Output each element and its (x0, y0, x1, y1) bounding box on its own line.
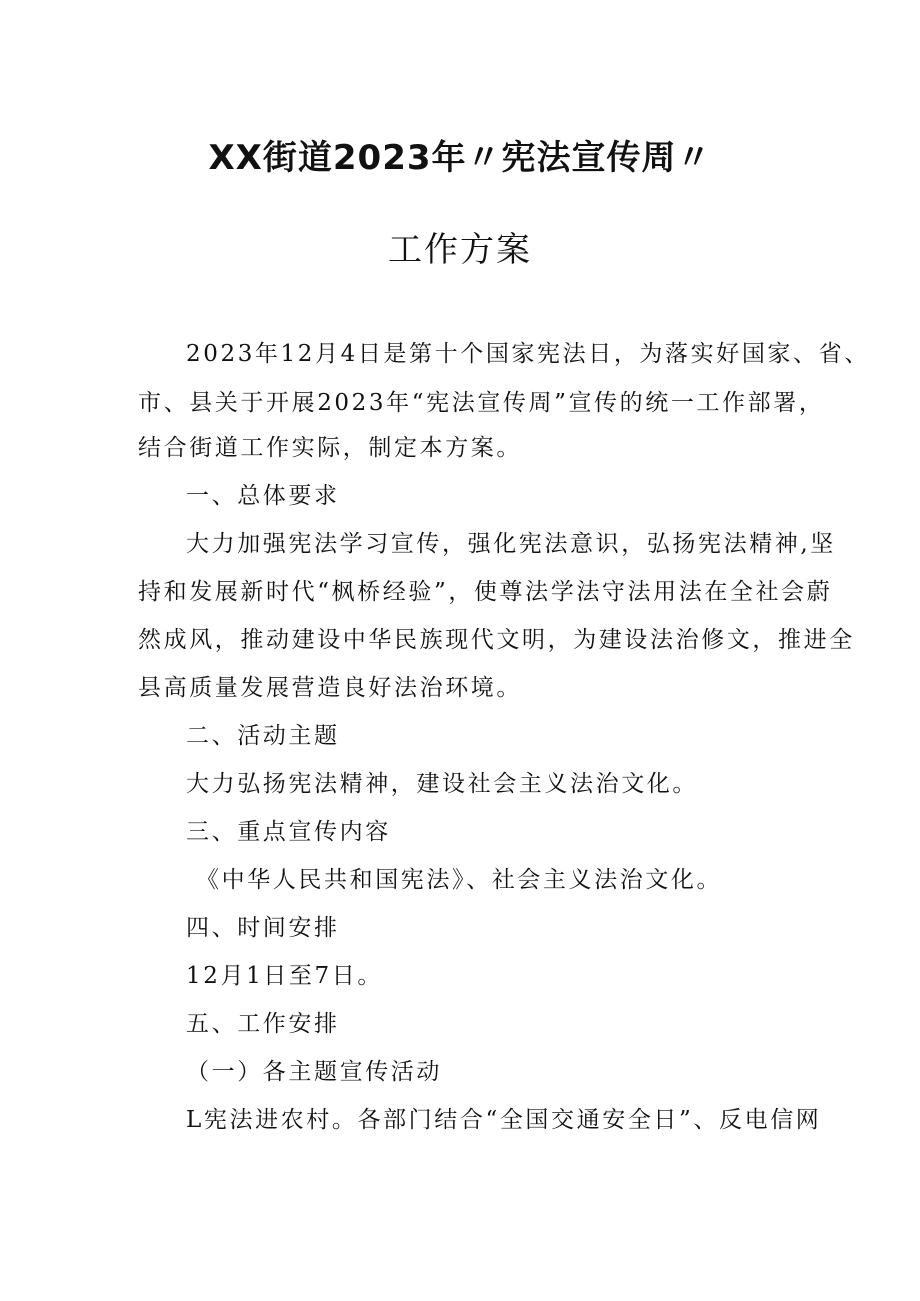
document-title-line-1: XX街道2023年〃宪法宣传周〃 (208, 138, 712, 178)
section-heading: 四、时间安排 (186, 915, 340, 941)
body-paragraph-line: 2023年12月4日是第十个国家宪法日，为落实好国家、省、 (186, 341, 870, 367)
body-paragraph-line: 持和发展新时代“枫桥经验”，使尊法学法守法用法在全社会蔚 (138, 579, 833, 605)
body-paragraph-line: 大力加强宪法学习宣传，强化宪法意识，弘扬宪法精神,坚 (186, 531, 836, 557)
body-paragraph-line: 然成风，推动建设中华民族现代文明，为建设法治修文，推进全 (138, 627, 855, 653)
section-heading: 一、总体要求 (186, 483, 340, 509)
document-title-line-2: 工作方案 (388, 230, 532, 270)
section-heading: 三、重点宣传内容 (186, 819, 391, 845)
subsection-heading: （一）各主题宣传活动 (186, 1059, 442, 1085)
body-paragraph-line: 大力弘扬宪法精神，建设社会主义法治文化。 (186, 771, 698, 797)
body-paragraph-line: 结合街道工作实际，制定本方案。 (138, 435, 522, 461)
body-paragraph-line: 市、县关于开展2023年“宪法宣传周”宣传的统一工作部署， (138, 390, 825, 416)
body-paragraph-line: 《中华人民共和国宪法》、社会主义法治文化。 (196, 867, 723, 893)
section-heading: 五、工作安排 (186, 1011, 340, 1037)
section-heading: 二、活动主题 (186, 723, 340, 749)
body-paragraph-line: L宪法进农村。各部门结合“全国交通安全日”、反电信网 (186, 1107, 822, 1133)
body-paragraph-line: 12月1日至7日。 (186, 963, 383, 989)
body-paragraph-line: 县高质量发展营造良好法治环境。 (138, 675, 522, 701)
